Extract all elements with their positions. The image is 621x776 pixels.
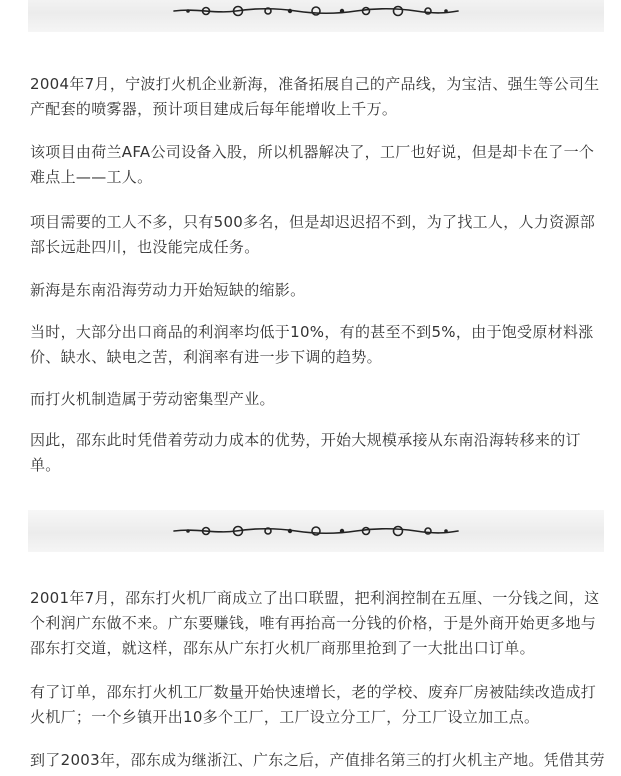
swirl-ornament-icon: [166, 516, 466, 546]
paragraph-afa-equipment: [30, 140, 602, 190]
paragraph-worker-shortage: [30, 210, 602, 260]
paragraph-factory-growth: [30, 680, 602, 730]
text-line: 因此，邵东此时凭借着劳动力成本的优势，开始大规模承接从东南沿海转移来的订: [30, 431, 581, 449]
text-line: 邵东打交道，就这样，邵东从广东打火机厂商那里抢到了一大批出口订单。: [30, 639, 535, 657]
text-line: 该项目由荷兰AFA公司设备入股，所以机器解决了，工厂也好说，但是却卡在了一个: [30, 143, 595, 161]
text-line: 单。: [30, 456, 61, 474]
text-line: 有了订单，邵东打火机工厂数量开始快速增长，老的学校、废弃厂房被陆续改造成打: [30, 683, 597, 701]
paragraph-third-largest-producer: [30, 748, 605, 773]
text-line: 产配套的喷雾器，预计项目建成后每年能增收上千万。: [30, 100, 398, 118]
paragraph-shaodong-orders: [30, 428, 602, 478]
ornamental-divider-middle: [28, 510, 604, 552]
swirl-ornament-icon: [166, 0, 466, 26]
paragraph-export-alliance: [30, 586, 602, 661]
paragraph-labor-intensive: [30, 387, 602, 412]
ornamental-divider-top: [28, 0, 604, 32]
paragraph-profit-margins: [30, 320, 602, 370]
text-line: 难点上——工人。: [30, 168, 153, 186]
text-line: 2001年7月，邵东打火机厂商成立了出口联盟，把利润控制在五厘、一分钱之间，这: [30, 589, 600, 607]
paragraph-labor-shortage-epitome: [30, 278, 602, 303]
text-line: 价、缺水、缺电之苦，利润率有进一步下调的趋势。: [30, 348, 382, 366]
text-line: 2004年7月，宁波打火机企业新海，准备拓展自己的产品线，为宝洁、强生等公司生: [30, 75, 600, 93]
text-line: 当时，大部分出口商品的利润率均低于10%，有的甚至不到5%，由于饱受原材料涨: [30, 323, 594, 341]
text-line: 而打火机制造属于劳动密集型产业。: [30, 390, 275, 408]
text-line: 火机厂；一个乡镇开出10多个工厂，工厂设立分工厂，分工厂设立加工点。: [30, 708, 540, 726]
text-line: 新海是东南沿海劳动力开始短缺的缩影。: [30, 281, 306, 299]
text-line: 项目需要的工人不多，只有500多名，但是却迟迟招不到，为了找工人，人力资源部: [30, 213, 596, 231]
paragraph-xinhai-project: [30, 72, 602, 122]
text-line: 部长远赴四川，也没能完成任务。: [30, 238, 260, 256]
text-line: 个利润广东做不来。广东要赚钱，唯有再抬高一分钱的价格，于是外商开始更多地与: [30, 614, 597, 632]
text-line: 到了2003年，邵东成为继浙江、广东之后，产值排名第三的打火机主产地。凭借其劳: [30, 751, 605, 769]
